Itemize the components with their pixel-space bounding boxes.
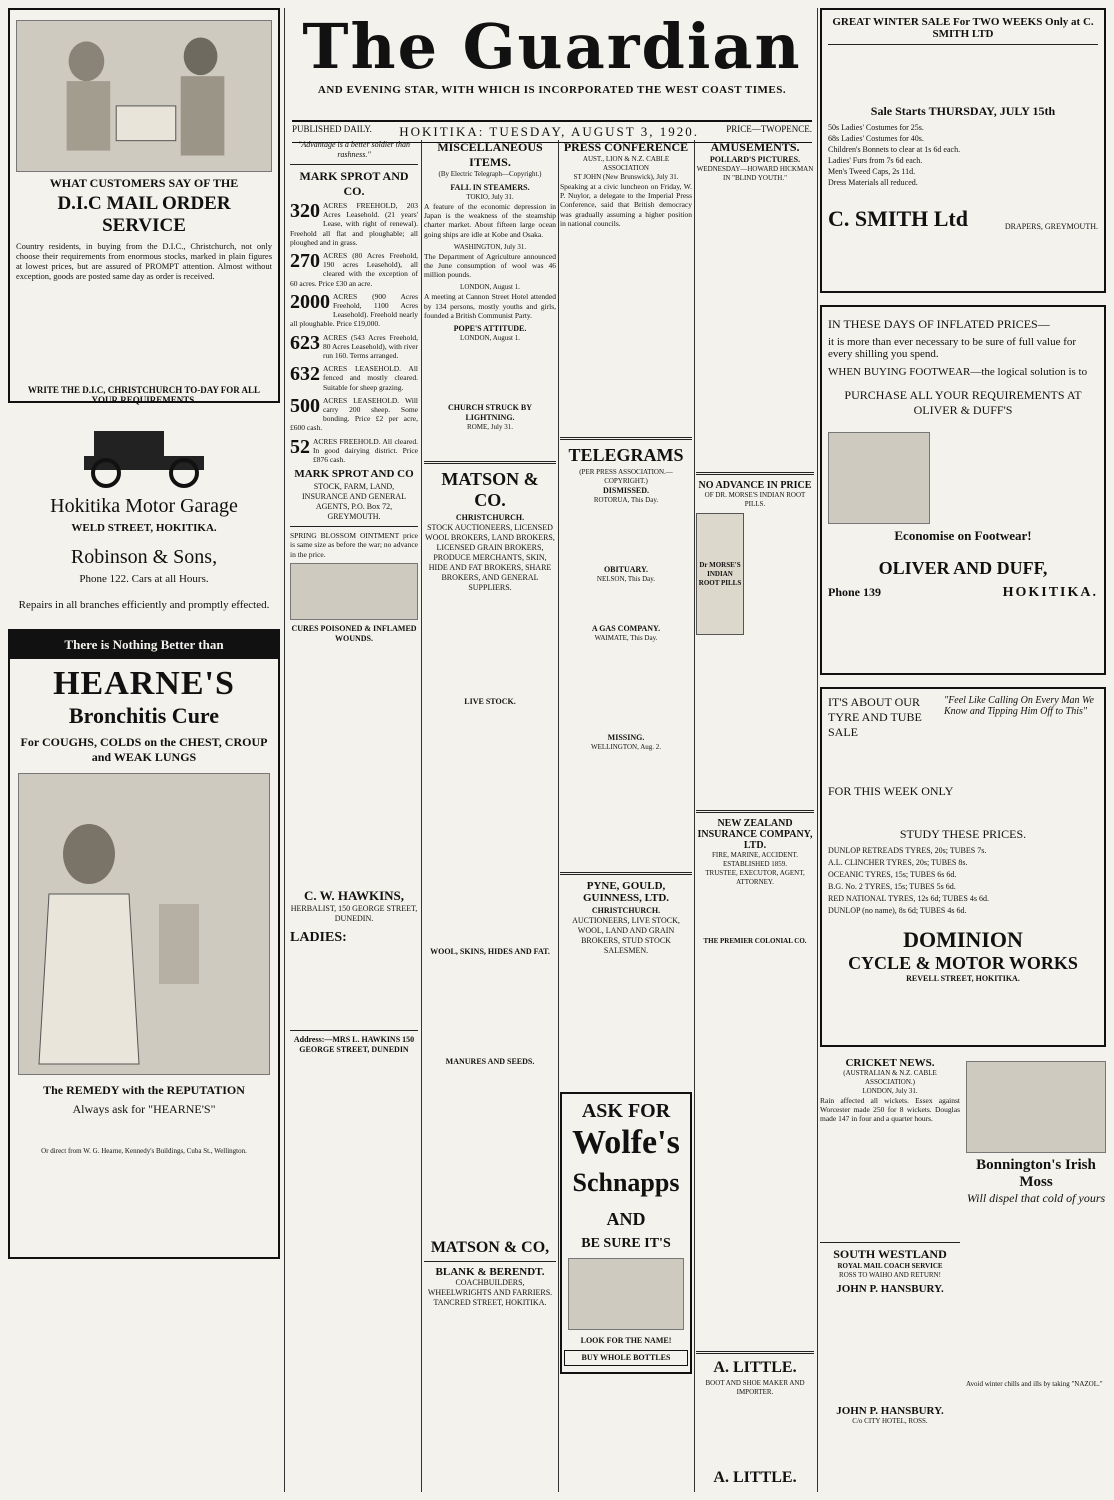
ointment-text: SPRING BLOSSOM OINTMENT price is same size as before the war; no advance in the price. — [290, 531, 418, 559]
cricket-dateline: LONDON, July 31. — [862, 1087, 918, 1095]
tancred-street: TANCRED STREET, HOKITIKA. — [433, 1298, 547, 1308]
telegrams-by: (PER PRESS ASSOCIATION.—COPYRIGHT.) — [579, 468, 673, 486]
hansbury-address: C/o CITY HOTEL, ROSS. — [852, 1416, 928, 1425]
women-reading-illustration — [17, 21, 271, 171]
misc-title: MISCELLANEOUS ITEMS. — [437, 140, 543, 169]
morse-pills: OF DR. MORSE'S INDIAN ROOT PILLS. — [704, 491, 806, 508]
lot-500: 500 ACRES LEASEHOLD. Will carry 200 sheep. Some bonding. Price £2 per acre, £600 cash. — [290, 394, 418, 433]
manures-heading: MANURES AND SEEDS. — [445, 1057, 535, 1067]
be-sure: BE SURE IT'S — [581, 1236, 671, 1252]
lot-320: 320 ACRES FREEHOLD, 203 Acres Leasehold. (21 years' Lease, with right of renewal). Freehold all flat and ploughable; all ploughed and in grass. — [290, 200, 418, 247]
lot-52: 52 ACRES FREEHOLD. All cleared. In good dairying district. Price £876 cash. — [290, 435, 418, 465]
tyre-week: FOR THIS WEEK ONLY — [828, 784, 954, 798]
no-advance: NO ADVANCE IN PRICE — [698, 480, 812, 491]
press-title: PRESS CONFERENCE — [563, 140, 689, 154]
smith-advert — [820, 8, 1106, 293]
misc-by: (By Electric Telegraph—Copyright.) — [438, 170, 542, 178]
tyre-price-item: DUNLOP (no name), 8s 6d; TUBES 4s 6d. — [828, 906, 967, 915]
lot-623: 623 ACRES (543 Acres Freehold, 80 Acres Leasehold), with river run 160. Terms arranged. — [290, 331, 418, 361]
pope-dateline: LONDON, August 1. — [460, 334, 520, 343]
bonnington-name: Bonnington's Irish Moss — [976, 1157, 1096, 1190]
garage-address: WELD STREET, HOKITIKA. — [71, 522, 217, 534]
missing-dateline: WELLINGTON, Aug. 2. — [590, 743, 662, 752]
live-stock-heading: LIVE STOCK. — [464, 697, 516, 707]
garage-note: Repairs in all branches efficiently and promptly effected. — [18, 599, 270, 611]
lot-632: 632 ACRES LEASEHOLD. All fenced and mostly cleared. Suitable for sheep grazing. — [290, 363, 418, 392]
column-6 — [820, 8, 1106, 1492]
nazol-advert: Avoid winter chills and ills by taking "NAZOL." — [966, 1380, 1103, 1388]
bonnington-man-illustration — [966, 1061, 1106, 1153]
and-word: AND — [606, 1209, 646, 1230]
cricket-by: (AUSTRALIAN & N.Z. CABLE ASSOCIATION.) — [843, 1069, 937, 1086]
pyne-city: CHRISTCHURCH. — [591, 906, 661, 916]
matson-footer: MATSON & CO, — [430, 1239, 550, 1257]
hearne-name: HEARNE'S — [53, 665, 235, 702]
buy-whole-bottles: BUY WHOLE BOTTLES — [564, 1350, 688, 1366]
tyre-price-item: DUNLOP RETREADS TYRES, 20s; TUBES 7s. — [828, 846, 987, 855]
cricket-body: Rain affected all wickets. Essex against Worcester made 250 for 8 wickets. Douglas made 147 in four and a quarter hours. — [820, 1096, 960, 1124]
issue-price: PRICE—TWOPENCE. — [726, 124, 812, 134]
masthead-subtitle: AND EVENING STAR, WITH WHICH IS INCORPORATED THE WEST COAST TIMES. — [317, 84, 787, 96]
smith-sale-item: 68s Ladies' Costumes for 40s. — [828, 134, 924, 143]
little-sub: BOOT AND SHOE MAKER AND IMPORTER. — [705, 1379, 805, 1396]
look-for: LOOK FOR THE NAME! — [580, 1336, 672, 1346]
dic-testimonials — [16, 285, 272, 385]
wolfes-schnapps-advert — [560, 1092, 692, 1374]
column-5 — [696, 140, 814, 1492]
column-3 — [424, 140, 556, 1492]
smith-sale-item: Men's Tweed Caps, 2s 11d. — [828, 167, 916, 176]
hearne-banner: There is Nothing Better than — [10, 631, 278, 659]
hawkins-address: HERBALIST, 150 GEORGE STREET, DUNEDIN. — [290, 903, 418, 923]
published-daily: PUBLISHED DAILY. — [292, 124, 372, 134]
fall-dateline: TOKIO, July 31. — [466, 193, 514, 201]
cycle-heading: CYCLE & MOTOR WORKS — [848, 953, 1078, 973]
issue-date: HOKITIKA: TUESDAY, AUGUST 3, 1920. — [399, 124, 699, 139]
smith-starts: Sale Starts THURSDAY, JULY 15th — [870, 104, 1056, 118]
tyre-price-item: B.G. No. 2 TYRES, 15s; TUBES 5s 6d. — [828, 882, 956, 891]
column-1 — [8, 8, 280, 1492]
ladies-label: LADIES: — [290, 929, 347, 945]
tyre-price-item: RED NATIONAL TYRES, 12s 6d; TUBES 4s 6d. — [828, 894, 989, 903]
masthead — [292, 12, 812, 96]
mail-coach: ROYAL MAIL COACH SERVICE — [837, 1261, 943, 1270]
garage-owner: Robinson & Sons, — [70, 546, 218, 568]
london-dateline: LONDON, August 1. — [460, 283, 520, 292]
matson-title: MATSON & CO. — [441, 469, 539, 511]
press-body: Speaking at a civic luncheon on Friday, W. P. Nuylor, a delegate to the Imperial Press Conference, said that British democracy was gradually assuming a higher position in national councils. — [560, 182, 692, 228]
bottle-label: Dr MORSE'S INDIAN ROOT PILLS — [698, 560, 742, 587]
bonnington-tag: Will dispel that cold of yours — [966, 1191, 1106, 1205]
church-dateline: ROME, July 31. — [467, 423, 513, 432]
smith-sale-item: Children's Bonnets to clear at 1s 6d each. — [828, 145, 961, 154]
dic-advert — [8, 8, 280, 403]
smith-sale-item: Dress Materials all reduced. — [828, 178, 918, 187]
missing-title: MISSING. — [607, 733, 645, 743]
hearne-advert — [8, 629, 280, 1259]
nz-trustee: TRUSTEE, EXECUTOR, AGENT, ATTORNEY. — [705, 869, 805, 886]
fall-title: FALL IN STEAMERS. — [450, 183, 530, 192]
motor-car-icon — [64, 421, 224, 491]
hearne-remedy: The REMEDY with the REPUTATION — [43, 1083, 245, 1097]
dismissed-title: DISMISSED. — [602, 486, 649, 496]
fall-body: A feature of the economic depression in Japan is the weakness of the steamship charter market. About fifteen large ocean going ships are idle at Kobe and Osaka. — [424, 202, 556, 239]
ointment-body — [290, 648, 418, 888]
matson-city: CHRISTCHURCH. — [455, 513, 525, 523]
oliver-foot: WHEN BUYING FOOTWEAR—the logical solution is to — [828, 366, 1088, 378]
hawkins-name: C. W. HAWKINS, — [303, 887, 405, 903]
tyre-heading: IT'S ABOUT OUR TYRE AND TUBE SALE — [828, 695, 922, 739]
oliver-phone: Phone 139 — [828, 585, 882, 599]
garage-title: Hokitika Motor Garage — [50, 495, 238, 517]
sprot-agents: STOCK, FARM, LAND, INSURANCE AND GENERAL AGENTS, P.O. Box 72, GREYMOUTH. — [302, 482, 406, 522]
sprot-heading: MARK SPROT AND CO. — [299, 169, 409, 198]
dic-body: Country residents, in buying from the D.I.C., Christchurch, not only choose their requirements from enormous stocks, marked in plain figures at lowest prices, but are assured of PROMPT attention. Almost without exception, goods are posted same day as order is received. — [16, 241, 272, 281]
column-2 — [290, 140, 418, 1492]
proverb: "Advantage is a better soldier than rashness." — [297, 140, 410, 159]
little-title: A. LITTLE. — [713, 1359, 797, 1376]
smith-footer: C. SMITH Ltd — [828, 206, 968, 231]
premier-colonial: THE PREMIER COLONIAL CO. — [703, 937, 807, 945]
smith-sale-item: 50s Ladies' Costumes for 25s. — [828, 123, 924, 132]
oliver-purchase: PURCHASE ALL YOUR REQUIREMENTS AT OLIVER & DUFF'S — [844, 388, 1082, 417]
hearne-illustration — [18, 773, 270, 1075]
coachbuilders: COACHBUILDERS, WHEELWRIGHTS AND FARRIERS. — [427, 1278, 553, 1298]
smith-heading: GREAT WINTER SALE For TWO WEEKS Only at C. SMITH LTD — [832, 16, 1094, 40]
route: ROSS TO WAIHO AND RETURN! — [839, 1270, 941, 1279]
south-westland: SOUTH WESTLAND — [833, 1246, 947, 1261]
dic-title: D.I.C MAIL ORDER SERVICE — [57, 193, 231, 236]
schnapps-name: Schnapps — [572, 1168, 680, 1198]
gas-dateline: WAIMATE, This Day. — [594, 634, 658, 643]
tyre-slogan: "Feel Like Calling On Every Man We Know and Tipping Him Off to This" — [944, 695, 1094, 717]
hearne-ask: Always ask for "HEARNE'S" — [72, 1102, 216, 1116]
lot-2000: 2000 ACRES (900 Acres Freehold, 1100 Acres Leasehold). Freehold nearly all ploughable. Price £19,000. — [290, 290, 418, 329]
telegrams-heading: TELEGRAMS — [568, 445, 684, 466]
tyre-price-item: OCEANIC TYRES, 15s; TUBES 6s 6d. — [828, 870, 957, 879]
wash-body: The Department of Agriculture announced the June consumption of wool was 46 million pounds. — [424, 251, 556, 280]
nz-established: ESTABLISHED 1859. — [723, 860, 787, 868]
little-footer: A. LITTLE. — [713, 1469, 797, 1486]
hearne-for: For COUGHS, COLDS on the CHEST, CROUP and WEAK LUNGS — [20, 735, 268, 764]
pollard-heading: POLLARD'S PICTURES. — [709, 155, 801, 164]
dominion-heading: DOMINION — [903, 927, 1023, 952]
hearne-footer: Or direct from W. G. Hearne, Kennedy's Buildings, Cuba St., Wellington. — [41, 1147, 247, 1155]
ask-for: ASK FOR — [581, 1100, 671, 1123]
pill-bottle-illustration — [696, 513, 744, 635]
nz-insurance: NEW ZEALAND INSURANCE COMPANY, LTD. — [697, 818, 813, 851]
church-title: CHURCH STRUCK BY LIGHTNING. — [447, 403, 532, 423]
oliver-town: HOKITIKA. — [1002, 585, 1098, 600]
garage-phone: Phone 122. Cars at all Hours. — [79, 573, 209, 585]
matson-services: STOCK AUCTIONEERS, LICENSED WOOL BROKERS, LAND BROKERS, LICENSED GRAIN BROKERS, PRODUCE MERCHANTS, SKIN, HIDE AND FAT BROKERS, SHARE BROKERS, AND GENERAL SUPPLIERS. — [425, 523, 555, 593]
pollard-sub: WEDNESDAY—HOWARD HICKMAN IN "BLIND YOUTH." — [696, 165, 814, 182]
newspaper-title: The Guardian — [302, 10, 802, 83]
woman-with-glass-illustration — [19, 774, 269, 1074]
cricket-heading: CRICKET NEWS. — [845, 1057, 935, 1069]
wool-heading: WOOL, SKINS, HIDES AND FAT. — [430, 947, 550, 957]
lot-270: 270 ACRES (80 Acres Freehold, 190 acres Leasehold), all cleared with the exception of 60 acres. Price £30 an acre. — [290, 250, 418, 288]
cricket-section — [820, 1057, 960, 1426]
tyre-sale-advert — [820, 687, 1106, 1047]
dic-footer: WRITE THE D.I.C, CHRISTCHURCH TO-DAY FOR ALL YOUR REQUIREMENTS. — [27, 385, 261, 405]
nz-sub: FIRE, MARINE, ACCIDENT. — [711, 851, 798, 859]
column-4 — [560, 140, 692, 1492]
pyne-title: PYNE, GOULD, GUINNESS, LTD. — [582, 880, 670, 905]
oliver-economise: Economise on Footwear! — [894, 528, 1032, 543]
smith-where: DRAPERS, GREYMOUTH. — [1004, 222, 1098, 231]
oliver-duff-advert — [820, 305, 1106, 675]
hearne-product: Bronchitis Cure — [68, 703, 220, 728]
obituary-dateline: NELSON, This Day. — [596, 575, 656, 584]
garage-advert — [8, 421, 280, 611]
oliver-body: it is more than ever necessary to be sure of full value for every shilling you spend. — [828, 336, 1077, 360]
ointment-illustration — [290, 563, 418, 620]
dic-heading: WHAT CUSTOMERS SAY OF THE — [49, 176, 239, 190]
wolfes-name: Wolfe's — [572, 1124, 680, 1162]
smith-sale-item: Ladies' Furs from 7s 6d each. — [828, 156, 923, 165]
sprot-footer: MARK SPROT AND CO — [294, 468, 414, 481]
tyre-study: STUDY THESE PRICES. — [899, 827, 1027, 841]
obituary-title: OBITUARY. — [603, 565, 649, 575]
gas-title: A GAS COMPANY. — [591, 624, 661, 634]
amusements-heading: AMUSEMENTS. — [710, 140, 800, 154]
boot-illustration — [828, 432, 930, 524]
dismissed-dateline: ROTORUA, This Day. — [593, 496, 659, 505]
smith-sale-list — [828, 122, 1098, 188]
hawkins-address-footer: Address:—MRS L. HAWKINS 150 GEORGE STREET, DUNEDIN — [293, 1034, 415, 1054]
tyre-price-item: A.L. CLINCHER TYRES, 20s; TUBES 8s. — [828, 858, 968, 867]
dic-illustration — [16, 20, 272, 172]
press-by: AUST., LION & N.Z. CABLE ASSOCIATION — [582, 155, 670, 172]
oliver-name: OLIVER AND DUFF, — [878, 558, 1048, 578]
cycle-address: REVELL STREET, HOKITIKA. — [906, 974, 1020, 983]
oliver-heading: IN THESE DAYS OF INFLATED PRICES— — [828, 317, 1050, 331]
bonnington-advert — [966, 1057, 1106, 1426]
pyne-services: AUCTIONEERS, LIVE STOCK, WOOL, LAND AND GRAIN BROKERS, STUD STOCK SALESMEN. — [572, 916, 680, 956]
schnapps-bottle-illustration — [568, 1258, 684, 1330]
car-illustration — [8, 421, 280, 491]
press-dateline: ST JOHN (New Brunswick), July 31. — [573, 173, 679, 181]
wash-dateline: WASHINGTON, July 31. — [453, 242, 527, 251]
ointment-cures: CURES POISONED & INFLAMED WOUNDS. — [291, 623, 417, 643]
london-body: A meeting at Cannon Street Hotel attended by 134 persons, mostly youths and girls, founded a British Communist Party. — [424, 292, 556, 320]
blank-berendt: BLANK & BERENDT. — [435, 1266, 545, 1279]
pope-title: POPE'S ATTITUDE. — [453, 324, 527, 334]
hansbury-footer: JOHN P. HANSBURY. — [836, 1404, 944, 1417]
hansbury-name: JOHN P. HANSBURY. — [836, 1282, 944, 1295]
tyre-price-list — [828, 845, 1098, 917]
